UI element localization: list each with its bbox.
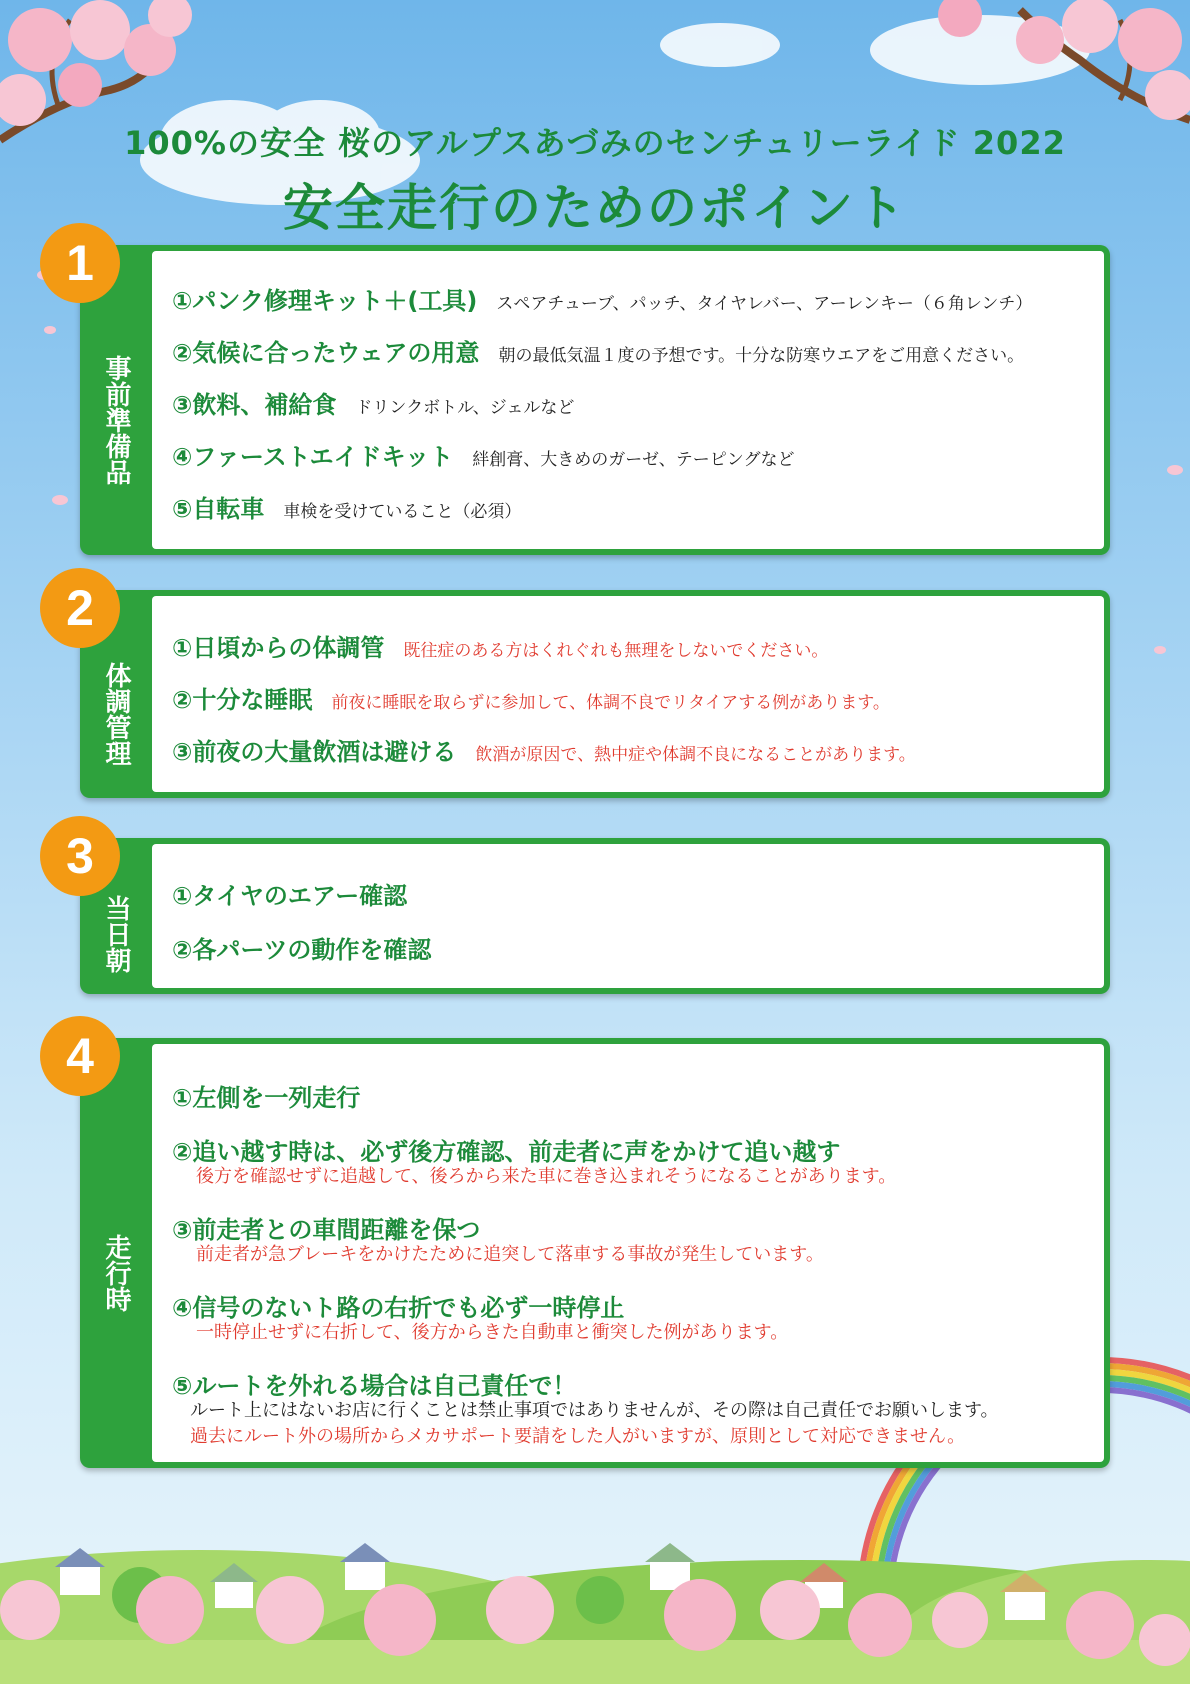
list-item bbox=[172, 628, 828, 663]
section-content bbox=[152, 596, 1104, 792]
list-item bbox=[172, 281, 1032, 316]
list-item bbox=[172, 680, 890, 715]
item-heading: ⑤自転車 bbox=[172, 495, 265, 523]
event-title: 100%の安全 桜のアルプスあづみのセンチュリーライド 2022 bbox=[124, 124, 1066, 162]
item-warning: 前走者が急ブレーキをかけたために追突して落車する事故が発生しています。 bbox=[196, 1244, 824, 1265]
section-number-badge: 4 bbox=[40, 1016, 120, 1096]
list-item bbox=[172, 732, 916, 767]
list-item bbox=[172, 1078, 360, 1113]
item-heading: ④信号のないト路の右折でも必ず一時停止 bbox=[172, 1294, 625, 1322]
item-note: ルート上にはないお店に行くことは禁止事項ではありませんが、その際は自己責任でお願いします。 bbox=[190, 1400, 999, 1421]
item-heading: ①パンク修理キット＋(工具) bbox=[172, 287, 478, 315]
section-number-badge: 3 bbox=[40, 816, 120, 896]
section-content bbox=[152, 251, 1104, 549]
item-warning: 前夜に睡眠を取らずに参加して、体調不良でリタイアする例があります。 bbox=[331, 693, 890, 713]
section-number-badge: 2 bbox=[40, 568, 120, 648]
item-detail: 絆創膏、大きめのガーゼ、テーピングなど bbox=[472, 450, 795, 470]
item-detail: ドリンクボトル、ジェルなど bbox=[355, 398, 575, 418]
item-heading: ②十分な睡眠 bbox=[172, 686, 313, 714]
section-content bbox=[152, 844, 1104, 988]
item-warning: 一時停止せずに右折して、後方からきた自動車と衝突した例があります。 bbox=[196, 1322, 789, 1343]
item-warning: 飲酒が原因で、熱中症や体調不良になることがあります。 bbox=[475, 745, 916, 765]
item-warning: 既往症のある方はくれぐれも無理をしないでください。 bbox=[403, 641, 829, 661]
list-item bbox=[172, 876, 407, 911]
item-heading: ①日頃からの体調管 bbox=[172, 634, 385, 662]
item-heading: ③前夜の大量飲酒は避ける bbox=[172, 738, 457, 766]
list-item bbox=[172, 489, 521, 524]
item-heading: ②気候に合ったウェアの用意 bbox=[172, 339, 480, 367]
section-label: 事前準備品 bbox=[101, 355, 131, 485]
item-warning: 過去にルート外の場所からメカサポート要請をした人がいますが、原則として対応できません。 bbox=[190, 1426, 966, 1447]
section-label: 体調管理 bbox=[101, 662, 131, 766]
item-warning: 後方を確認せずに追越して、後ろから来た車に巻き込まれそうになることがあります。 bbox=[196, 1166, 897, 1187]
item-detail: 朝の最低気温１度の予想です。十分な防寒ウエアをご用意ください。 bbox=[498, 346, 1025, 366]
section-number-badge: 1 bbox=[40, 223, 120, 303]
item-heading: ③飲料、補給食 bbox=[172, 391, 337, 419]
list-item bbox=[172, 333, 1024, 368]
item-detail: スペアチューブ、パッチ、タイヤレバー、アーレンキー（６角レンチ） bbox=[496, 294, 1033, 314]
list-item bbox=[172, 930, 431, 965]
item-detail: 車検を受けていること（必須） bbox=[283, 502, 522, 522]
list-item bbox=[172, 437, 794, 472]
item-heading: ④ファーストエイドキット bbox=[172, 443, 454, 471]
list-item bbox=[172, 385, 574, 420]
item-heading: ①タイヤのエアー確認 bbox=[172, 882, 408, 910]
item-heading: ②追い越す時は、必ず後方確認、前走者に声をかけて追い越す bbox=[172, 1138, 841, 1166]
item-heading: ③前走者との車間距離を保つ bbox=[172, 1216, 481, 1244]
section-label: 当日朝 bbox=[101, 894, 131, 973]
section-riding bbox=[66, 1028, 1110, 1468]
section-preparation bbox=[66, 235, 1110, 555]
section-morning bbox=[66, 828, 1110, 994]
page-title: 安全走行のためのポイント bbox=[283, 179, 907, 237]
section-label: 走行時 bbox=[101, 1234, 131, 1312]
section-content bbox=[152, 1044, 1104, 1462]
item-heading: ②各パーツの動作を確認 bbox=[172, 936, 432, 964]
item-heading: ①左側を一列走行 bbox=[172, 1084, 361, 1112]
item-heading: ⑤ルートを外れる場合は自己責任で！ bbox=[172, 1372, 577, 1400]
section-health bbox=[66, 580, 1110, 798]
